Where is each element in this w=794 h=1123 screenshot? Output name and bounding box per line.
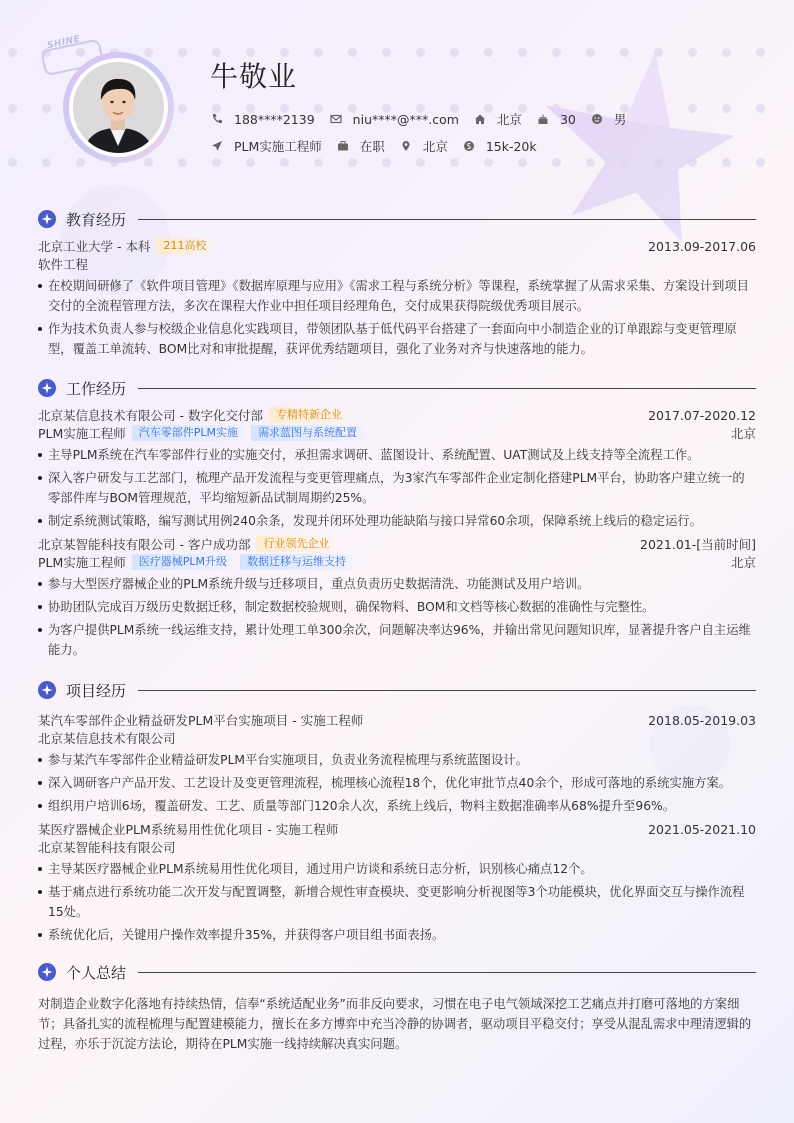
- mail-icon: [329, 112, 343, 126]
- portrait-photo: [73, 62, 164, 153]
- project-period: 2018.05-2019.03: [648, 712, 756, 728]
- status-item: [336, 137, 385, 155]
- email-item: [329, 112, 459, 127]
- job-entry: [38, 535, 756, 660]
- background-dot: [450, 158, 459, 167]
- background-dot: [144, 48, 153, 57]
- background-dot: [348, 158, 357, 167]
- age-item: [536, 112, 576, 127]
- candidate-name: 牛敬业: [210, 60, 298, 93]
- company-tag: 行业领先企业: [256, 536, 336, 552]
- education-major-row: [38, 255, 756, 273]
- avatar: [63, 52, 174, 163]
- background-dot: [8, 158, 17, 167]
- background-dot: [144, 158, 153, 167]
- background-dot: [76, 158, 85, 167]
- school-name: 北京工业大学 - 本科: [38, 239, 151, 254]
- home-icon: [473, 112, 487, 126]
- job-bullets: [38, 445, 756, 531]
- briefcase-icon: [336, 139, 350, 153]
- send-icon: [210, 139, 224, 153]
- project-company-row: [38, 838, 756, 856]
- education-bullets: [38, 276, 756, 359]
- section-title: 教育经历: [66, 210, 127, 229]
- project-bullets: [38, 859, 756, 945]
- status-value: 在职: [359, 139, 385, 154]
- background-dot: [246, 158, 255, 167]
- salary-value: 15k-20k: [485, 138, 537, 154]
- background-dot: [178, 48, 187, 57]
- list-item: 参与大型医疗器械企业的PLM系统升级与迁移项目，重点负责历史数据清洗、功能测试及用户培训。: [38, 574, 756, 594]
- cake-icon: [536, 112, 550, 126]
- major: 软件工程: [38, 257, 89, 272]
- background-dot: [178, 158, 187, 167]
- job-bullets: [38, 574, 756, 660]
- project-entry: [38, 711, 756, 816]
- company-tag: 专精特新企业: [269, 407, 349, 423]
- job-role-row: [38, 553, 756, 571]
- background-dot: [42, 104, 51, 113]
- list-item: 在校期间研修了《软件项目管理》《数据库原理与应用》《需求工程与系统分析》等课程，系统掌握了从需求采集、方案设计到项目交付的全流程管理方法，多次在课程大作业中担任项目经理角色，交付成果获得院级优秀项目展示。: [38, 276, 756, 316]
- section-star-icon: [38, 210, 56, 228]
- job-location: 北京: [730, 426, 756, 441]
- company-name: 北京某智能科技有限公司 - 客户成功部: [38, 537, 251, 552]
- work-section: [38, 378, 756, 660]
- project-period: 2021.05-2021.10: [648, 821, 756, 837]
- job-header: [38, 535, 756, 553]
- job-entry: [38, 406, 756, 531]
- phone-icon: [210, 112, 224, 126]
- gender-item: [590, 110, 627, 128]
- list-item: 协助团队完成百万级历史数据迁移，制定数据校验规则，确保物料、BOM和文档等核心数据的准确性与完整性。: [38, 597, 756, 617]
- list-item: 深入客户研发与工艺部门，梳理产品开发流程与变更管理痛点，为3家汽车零部件企业定制化搭建PLM平台，协助客户建立统一的零部件库与BOM管理规范，平均缩短新品试制周期约25%。: [38, 468, 756, 508]
- background-dot: [314, 48, 323, 57]
- list-item: 基于痛点进行系统功能二次开发与配置调整，新增合规性审查模块、变更影响分析视图等3个功能模块，优化界面交互与操作流程15处。: [38, 882, 756, 922]
- salary-icon: [462, 139, 476, 153]
- background-dot: [518, 48, 527, 57]
- list-item: 制定系统测试策略，编写测试用例240余条，发现并闭环处理功能缺陷与接口异常60余项，保障系统上线后的稳定运行。: [38, 511, 756, 531]
- background-dot: [178, 104, 187, 113]
- list-item: 主导某医疗器械企业PLM系统易用性优化项目，通过用户访谈和系统日志分析，识别核心痛点12个。: [38, 859, 756, 879]
- job-tag: 汽车零部件PLM实施: [132, 425, 245, 441]
- job-role-row: [38, 424, 756, 442]
- list-item: 作为技术负责人参与校级企业信息化实践项目，带领团队基于低代码平台搭建了一套面向中小制造企业的订单跟踪与变更管理原型，覆盖工单流转、BOM比对和审批提醒，获评优秀结题项目，强化了业务对齐与快速落地的能力。: [38, 319, 756, 359]
- background-dot: [756, 158, 765, 167]
- age-value: 30: [559, 111, 576, 127]
- project-bullets: [38, 750, 756, 816]
- shine-stamp: SHINE: [39, 30, 110, 82]
- background-dot: [8, 104, 17, 113]
- location-icon: [399, 139, 413, 153]
- background-dot: [518, 158, 527, 167]
- education-period: 2013.09-2017.06: [648, 238, 756, 254]
- section-divider: [138, 690, 756, 691]
- project-company-row: [38, 729, 756, 747]
- section-star-icon: [38, 963, 56, 981]
- contact-row: [210, 110, 640, 128]
- list-item: 参与某汽车零部件企业精益研发PLM平台实施项目，负责业务流程梳理与系统蓝图设计。: [38, 750, 756, 770]
- summary-section: [38, 962, 756, 1054]
- gender-value: 男: [613, 112, 627, 127]
- background-dot: [382, 48, 391, 57]
- list-item: 系统优化后，关键用户操作效率提升35%，并获得客户项目组书面表扬。: [38, 925, 756, 945]
- job-header: [38, 406, 756, 424]
- list-item: 主导PLM系统在汽车零部件行业的实施交付，承担需求调研、蓝图设计、系统配置、UAT测试及上线支持等全流程工作。: [38, 445, 756, 465]
- job-tag: 数据迁移与运维支持: [240, 554, 353, 570]
- target-role-value: PLM实施工程师: [234, 139, 322, 154]
- background-dot: [382, 158, 391, 167]
- project-name: 某医疗器械企业PLM系统易用性优化项目 - 实施工程师: [38, 822, 339, 837]
- city-item: [473, 110, 522, 128]
- background-dot: [416, 158, 425, 167]
- background-dot: [314, 158, 323, 167]
- education-section: [38, 209, 756, 359]
- job-role: PLM实施工程师: [38, 426, 126, 441]
- background-dot: [450, 48, 459, 57]
- section-divider: [138, 219, 756, 220]
- background-dot: [416, 48, 425, 57]
- background-dot: [280, 158, 289, 167]
- projects-section: [38, 680, 756, 945]
- job-tag: 需求蓝图与系统配置: [251, 425, 364, 441]
- section-star-icon: [38, 681, 56, 699]
- section-divider: [138, 388, 756, 389]
- section-title: 个人总结: [66, 963, 127, 982]
- summary-text: 对制造企业数字化落地有持续热情，信奉“系统适配业务”而非反向要求，习惯在电子电气领域深挖工艺痛点并打磨可落地的方案细节；具备扎实的流程梳理与配置建模能力，擅长在多方博弈中充当冷静的协调者，驱动项目平稳交付；享受从混乱需求中理清逻辑的过程，亦乐于沉淀方法论，期待在PLM实施一线持续解决真实问题。: [38, 997, 752, 1051]
- job-location: 北京: [730, 555, 756, 570]
- list-item: 为客户提供PLM系统一线运维支持，累计处理工单300余次，问题解决率达96%，并输出常见问题知识库，显著提升客户自主运维能力。: [38, 620, 756, 660]
- target-city-value: 北京: [422, 139, 448, 154]
- city-value: 北京: [496, 112, 522, 127]
- list-item: 组织用户培训6场，覆盖研发、工艺、质量等部门120余人次，系统上线后，物料主数据准确率从68%提升至96%。: [38, 796, 756, 816]
- school-tag: 211高校: [156, 238, 213, 254]
- job-role: PLM实施工程师: [38, 555, 126, 570]
- target-role-item: [210, 137, 322, 155]
- project-name: 某汽车零部件企业精益研发PLM平台实施项目 - 实施工程师: [38, 713, 364, 728]
- background-dot: [484, 48, 493, 57]
- company-name: 北京某信息技术有限公司 - 数字化交付部: [38, 408, 263, 423]
- section-title: 工作经历: [66, 379, 127, 398]
- job-period: 2021.01-[当前时间]: [640, 537, 756, 552]
- project-company: 北京某智能科技有限公司: [38, 840, 176, 855]
- project-company: 北京某信息技术有限公司: [38, 731, 176, 746]
- background-dot: [756, 104, 765, 113]
- target-city-item: [399, 137, 448, 155]
- project-header: [38, 711, 756, 729]
- intent-row: [210, 137, 551, 155]
- background-dot: [348, 48, 357, 57]
- background-dot: [756, 48, 765, 57]
- list-item: 深入调研客户产品开发、工艺设计及变更管理流程，梳理核心流程18个，优化审批节点40余个，形成可落地的系统实施方案。: [38, 773, 756, 793]
- background-dot: [8, 48, 17, 57]
- gender-icon: [590, 112, 604, 126]
- email-value: niu****@***.com: [352, 111, 459, 127]
- phone-item: [210, 112, 315, 127]
- section-divider: [138, 972, 756, 973]
- education-header: [38, 237, 756, 255]
- section-title: 项目经历: [66, 681, 127, 700]
- phone-value: 188****2139: [234, 111, 315, 127]
- background-dot: [42, 158, 51, 167]
- salary-item: [462, 139, 537, 154]
- job-period: 2017.07-2020.12: [648, 407, 756, 423]
- section-star-icon: [38, 379, 56, 397]
- project-header: [38, 820, 756, 838]
- job-tag: 医疗器械PLM升级: [132, 554, 234, 570]
- background-dot: [212, 158, 221, 167]
- background-dot: [484, 158, 493, 167]
- project-entry: [38, 820, 756, 945]
